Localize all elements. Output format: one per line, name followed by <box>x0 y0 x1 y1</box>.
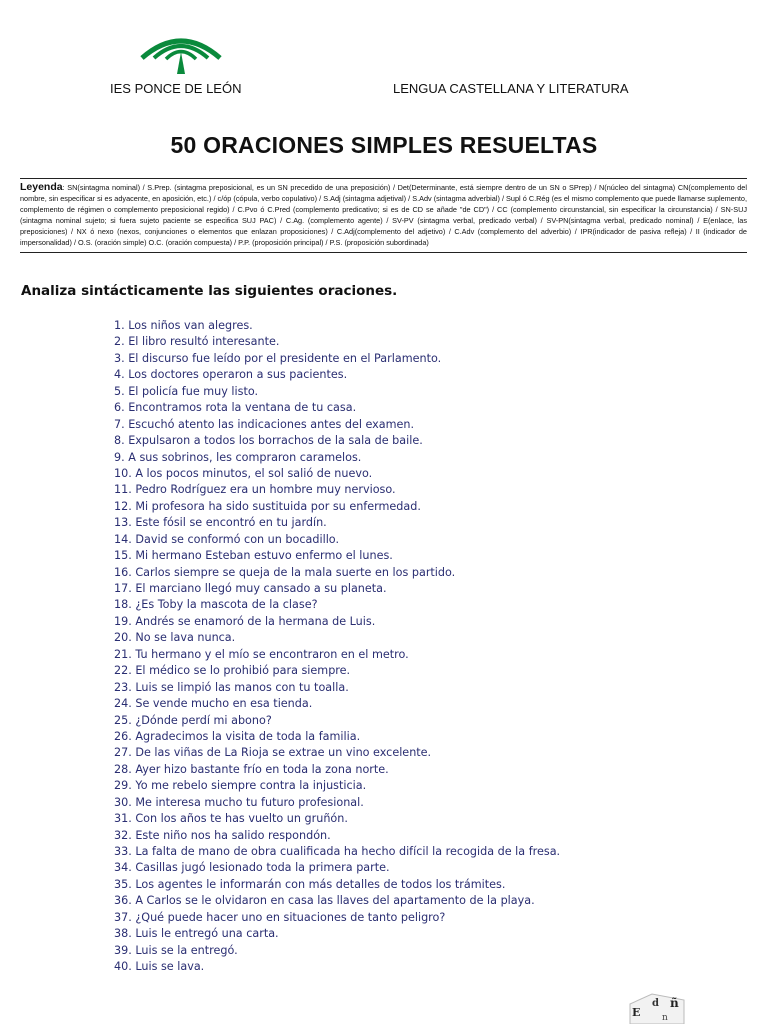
sentence-item: 24. Se vende mucho en esa tienda. <box>114 697 313 711</box>
sentence-item: 38. Luis le entregó una carta. <box>114 927 279 941</box>
sentence-item: 6. Encontramos rota la ventana de tu casa. <box>114 401 357 415</box>
sentence-item: 15. Mi hermano Esteban estuvo enfermo el lunes. <box>114 549 393 563</box>
subject-name: LENGUA CASTELLANA Y LITERATURA <box>393 81 629 96</box>
page-title: 50 ORACIONES SIMPLES RESUELTAS <box>170 132 598 158</box>
sentence-item: 35. Los agentes le informarán con más detalles de todos los trámites. <box>114 877 506 891</box>
sentence-item: 10. A los pocos minutos, el sol salió de nuevo. <box>114 466 373 480</box>
sentence-item: 5. El policía fue muy listo. <box>114 384 259 398</box>
sentence-item: 36. A Carlos se le olvidaron en casa las llaves del apartamento de la playa. <box>114 894 535 908</box>
sentence-item: 28. Ayer hizo bastante frío en toda la zona norte. <box>114 762 389 776</box>
legend-text: : SN(sintagma nominal) / S.Prep. (sintagma preposicional, es un SN precedido de una preposición) / Det(Determinante, está siempre dentro de un SN o SPrep) / N(núcleo del sintagma) CN(complemento del nombre, sin especificar si es adyacente, en aposición, etc.) / c/óp (cópula, verbo copulativo) / S.Adj (sintagma adjetival) / S.Adv (sintagma adverbial) / Supl ó C.Rég (es el mismo complemento que puede llamarse suplemento, complemento de régimen o complemento preposicional regido) / C.Pvo ó C.Pred (complemento predicativo; si es de CD se añade "de CD") / CC (complemento circunstancial, sin especificar la circunstancia) / SN-SUJ (sintagma nominal sujeto; si fuera sujeto paciente se especifica SUJ PAC) / C.Ag. (complemento agente) / SV-PV (sintagma verbal, predicado verbal) / SV-PN(sintagma verbal, predicado nominal) / E(enlace, las preposiciones) / NX ó nexo (nexos, conjunciones o elementos que enlazan proposiciones) / C.Adj(complemento del adjetivo) / C.Adv (complemento del adverbio) / IPR(indicador de pasiva refleja) / II (indicador de impersonalidad) / O.S. (oración simple) O.C. (oración compuesta) / P.P. (proposición principal) / P.S. (proposición subordinada) <box>20 183 747 248</box>
sentence-item: 40. Luis se lava. <box>114 960 205 974</box>
sentence-item: 19. Andrés se enamoró de la hermana de Luis. <box>114 614 376 628</box>
sentence-item: 20. No se lava nunca. <box>114 631 236 645</box>
letters-cube-icon <box>622 990 692 1024</box>
sentence-item: 16. Carlos siempre se queja de la mala suerte en los partido. <box>114 565 456 579</box>
junta-logo-icon <box>138 28 224 76</box>
sentence-item: 30. Me interesa mucho tu futuro profesional. <box>114 795 364 809</box>
sentence-item: 14. David se conformó con un bocadillo. <box>114 532 340 546</box>
sentence-item: 32. Este niño nos ha salido respondón. <box>114 828 331 842</box>
school-name: IES PONCE DE LEÓN <box>110 81 242 96</box>
sentence-item: 26. Agradecimos la visita de toda la familia. <box>114 729 361 743</box>
sentence-item: 7. Escuchó atento las indicaciones antes del examen. <box>114 417 415 431</box>
sentence-item: 23. Luis se limpió las manos con tu toalla. <box>114 680 349 694</box>
sentence-item: 17. El marciano llegó muy cansado a su planeta. <box>114 582 387 595</box>
sentence-item: 25. ¿Dónde perdí mi abono? <box>114 713 272 727</box>
sentence-item: 22. El médico se lo prohibió para siempre. <box>114 664 351 678</box>
sentence-item: 31. Con los años te has vuelto un gruñón. <box>114 812 348 826</box>
sentence-item: 1. Los niños van alegres. <box>114 319 253 332</box>
sentence-item: 29. Yo me rebelo siempre contra la injusticia. <box>114 779 367 793</box>
legend-label: Leyenda <box>20 181 63 193</box>
sentence-item: 39. Luis se la entregó. <box>114 943 238 957</box>
sentence-item: 8. Expulsaron a todos los borrachos de la sala de baile. <box>114 434 423 448</box>
sentence-item: 9. A sus sobrinos, les compraron caramelos. <box>114 450 362 464</box>
sentence-item: 12. Mi profesora ha sido sustituida por su enfermedad. <box>114 499 421 513</box>
sentence-item: 18. ¿Es Toby la mascota de la clase? <box>114 598 318 612</box>
corner-letter-2: d <box>652 998 659 1009</box>
sentence-item: 2. El libro resultó interesante. <box>114 335 280 349</box>
sentence-item: 4. Los doctores operaron a sus pacientes. <box>114 368 348 382</box>
corner-letter-3: ñ <box>670 996 679 1010</box>
corner-letter-4: n <box>662 1013 668 1023</box>
sentence-item: 3. El discurso fue leído por el presidente en el Parlamento. <box>114 351 442 365</box>
sentence-item: 11. Pedro Rodríguez era un hombre muy nervioso. <box>114 483 396 497</box>
sentence-item: 33. La falta de mano de obra cualificada ha hecho difícil la recogida de la fresa. <box>114 845 561 858</box>
sentence-item: 27. De las viñas de La Rioja se extrae un vino excelente. <box>114 746 432 760</box>
corner-letter-1: E <box>632 1006 641 1019</box>
sentence-list <box>114 318 560 976</box>
instruction-heading: Analiza sintácticamente las siguientes oraciones. <box>21 283 398 299</box>
sentence-item: 13. Este fósil se encontró en tu jardín. <box>114 516 327 530</box>
sentence-item: 37. ¿Qué puede hacer uno en situaciones de tanto peligro? <box>114 910 446 924</box>
sentence-item: 34. Casillas jugó lesionado toda la primera parte. <box>114 861 390 875</box>
legend-box <box>20 178 747 253</box>
sentence-item: 21. Tu hermano y el mío se encontraron en el metro. <box>114 647 409 661</box>
